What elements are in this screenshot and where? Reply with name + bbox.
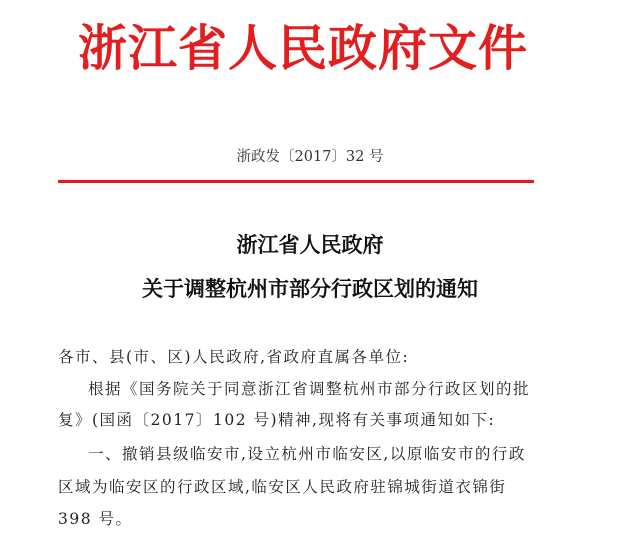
paragraph-2-line-3: 398 号。 xyxy=(58,510,133,528)
masthead-title: 浙江省人民政府文件 xyxy=(78,19,529,77)
red-divider-line xyxy=(58,180,534,183)
document-number: 浙政发〔2017〕32 号 xyxy=(236,149,384,165)
salutation: 各市、县(市、区)人民政府,省政府直属各单位: xyxy=(58,348,410,366)
paragraph-2-line-2: 区域为临安区的行政区域,临安区人民政府驻锦城街道衣锦街 xyxy=(58,478,507,496)
paragraph-2-line-1: 一、撤销县级临安市,设立杭州市临安区,以原临安市的行政 xyxy=(88,445,526,463)
paragraph-1-line-1: 根据《国务院关于同意浙江省调整杭州市部分行政区划的批 xyxy=(88,380,531,398)
document-title-line-1: 浙江省人民政府 xyxy=(236,232,384,257)
paragraph-1-line-2: 复》(国函〔2017〕102 号)精神,现将有关事项通知如下: xyxy=(58,411,496,429)
document-title-line-2: 关于调整杭州市部分行政区划的通知 xyxy=(142,276,478,301)
